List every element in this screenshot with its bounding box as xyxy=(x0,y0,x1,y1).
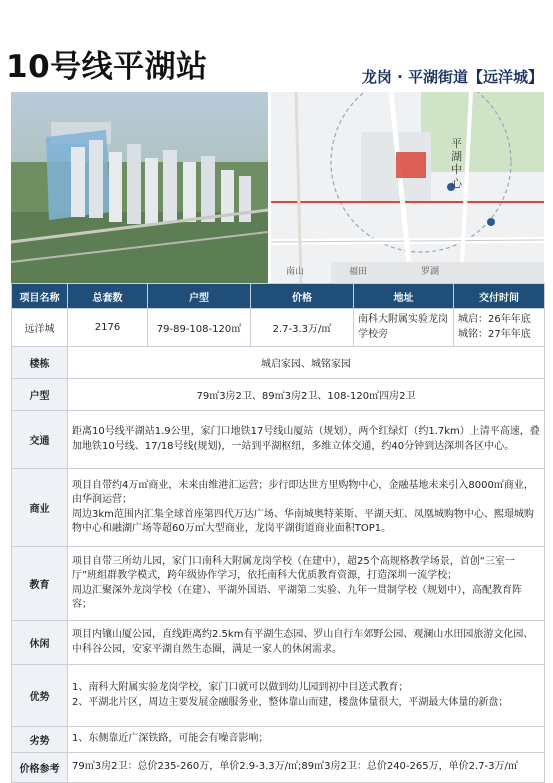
detail-text-line: 79㎡3房2卫、89㎡3房2卫、108-120㎡四房2卫 xyxy=(196,391,416,402)
detail-row-value xyxy=(68,347,545,379)
detail-row-value xyxy=(68,547,545,621)
detail-row-value xyxy=(68,411,545,469)
detail-row-label: 劣势 xyxy=(12,727,68,753)
units-cell: 2176 xyxy=(68,309,148,347)
header-project-name: 项目名称 xyxy=(12,284,68,309)
detail-row xyxy=(12,347,545,379)
header-units: 总套数 xyxy=(68,284,148,309)
detail-row xyxy=(12,621,545,665)
map-road-label-1: 南山 xyxy=(286,267,305,277)
header-price: 价格 xyxy=(251,284,354,309)
detail-text-line: 2、平湖北片区，周边主要发展金融服务业，整体靠山而建，楼盘体量很大，平湖最大体量的新盘； xyxy=(72,696,509,708)
unit-types-cell: 79-89-108-120㎡ xyxy=(148,309,251,347)
detail-text-line: 项目自带三所幼儿园，家门口南科大附属龙岗学校（在建中），超25个高规格教学场景，首创“三室一厅”班组群教学模式，跨年级协作学习，依托南科大优质教育资源，打造深圳一流学校； xyxy=(72,555,515,581)
detail-row-label: 户型 xyxy=(12,379,68,411)
header-delivery: 交付时间 xyxy=(454,284,545,309)
detail-row-label: 楼栋 xyxy=(12,347,68,379)
delivery-line-1: 城启：26年年底 xyxy=(458,314,531,325)
detail-text-line: 1、东侧靠近广深铁路，可能会有噪音影响； xyxy=(72,733,269,745)
detail-row-value xyxy=(68,753,545,783)
detail-row xyxy=(12,753,545,783)
price-cell: 2.7-3.3万/㎡ xyxy=(251,309,354,347)
detail-row xyxy=(12,547,545,621)
map-road-label-2: 福田 xyxy=(349,267,368,277)
rendering-illustration xyxy=(11,92,268,283)
project-info-table xyxy=(11,283,545,783)
delivery-cell xyxy=(454,309,545,347)
detail-text-line: 1、南科大附属实验龙岗学校，家门口就可以做到幼儿园到初中目送式教育； xyxy=(72,682,409,693)
detail-row-label: 商业 xyxy=(12,469,68,547)
detail-row xyxy=(12,379,545,411)
address-cell: 南科大附属实验龙岗学校旁 xyxy=(354,309,454,347)
page-title: 10号线平湖站 xyxy=(6,49,208,85)
page-subtitle: 龙岗 · 平湖街道【远洋城】 xyxy=(361,68,543,86)
location-map xyxy=(271,92,544,283)
project-name-cell: 远洋城 xyxy=(12,309,68,347)
detail-text-line: 城启家园、城铭家园 xyxy=(261,359,351,370)
detail-row xyxy=(12,411,545,469)
detail-row-label: 优势 xyxy=(12,665,68,727)
detail-text-line: 项目内镶山厦公园，直线距离约2.5km有平湖生态园、罗山自行车郊野公园、观澜山水田园旅游文化园、中科谷公园，安家平湖自然生态圈，满足一家人的休闲需求。 xyxy=(72,629,534,655)
detail-text-line: 项目自带约4万㎡商业，未来由维港汇运营；步行即达世方里购物中心，金融基地未来引入8000㎡商业，由华润运营； xyxy=(72,479,534,505)
detail-text-line: 79㎡3房2卫：总价235-260万，单价2.9-3.3万/㎡;89㎡3房2卫：总价240-265万，单价2.7-3万/㎡ xyxy=(72,761,518,773)
detail-row-value xyxy=(68,621,545,665)
detail-row-value xyxy=(68,665,545,727)
table-header-row xyxy=(12,284,545,309)
detail-row-label: 教育 xyxy=(12,547,68,621)
detail-text-line: 周边3km范围内汇集全球首座第四代万达广场、华南城奥特莱斯、平湖天虹、凤凰城购物中心、熙璟城购物中心和融湖广场等超60万㎡大型商业，龙岗平湖街道商业面积TOP1。 xyxy=(72,508,534,534)
map-illustration xyxy=(271,92,544,283)
map-road-label-3: 罗湖 xyxy=(421,267,440,277)
detail-rows xyxy=(12,347,545,783)
detail-row xyxy=(12,469,545,547)
detail-row-label: 交通 xyxy=(12,411,68,469)
detail-row-label: 价格参考 xyxy=(12,753,68,783)
project-rendering-image xyxy=(11,92,268,283)
detail-row-label: 休闲 xyxy=(12,621,68,665)
detail-text-line: 周边汇聚深外龙岗学校（在建）、平湖外国语、平湖第二实验、九年一贯制学校（规划中），高配教育阵容； xyxy=(72,584,522,610)
header-unit-types: 户型 xyxy=(148,284,251,309)
detail-text-line: 距离10号线平湖站1.9公里，家门口地铁17号线山厦站（规划），两个红绿灯（约1.7km）上清平高速，叠加地铁10号线、17/18号线(规划)，一站到平湖枢纽，多维立体交通，约40分钟到达深圳各区中心。 xyxy=(72,426,540,452)
detail-row xyxy=(12,727,545,753)
map-district-label: 平湖中心 xyxy=(451,137,462,190)
detail-row-value xyxy=(68,469,545,547)
hero-images xyxy=(11,92,544,283)
detail-row-value xyxy=(68,727,545,753)
detail-row xyxy=(12,665,545,727)
summary-row xyxy=(12,309,545,347)
header-address: 地址 xyxy=(354,284,454,309)
delivery-line-2: 城铭：27年年底 xyxy=(458,328,531,340)
detail-row-value xyxy=(68,379,545,411)
